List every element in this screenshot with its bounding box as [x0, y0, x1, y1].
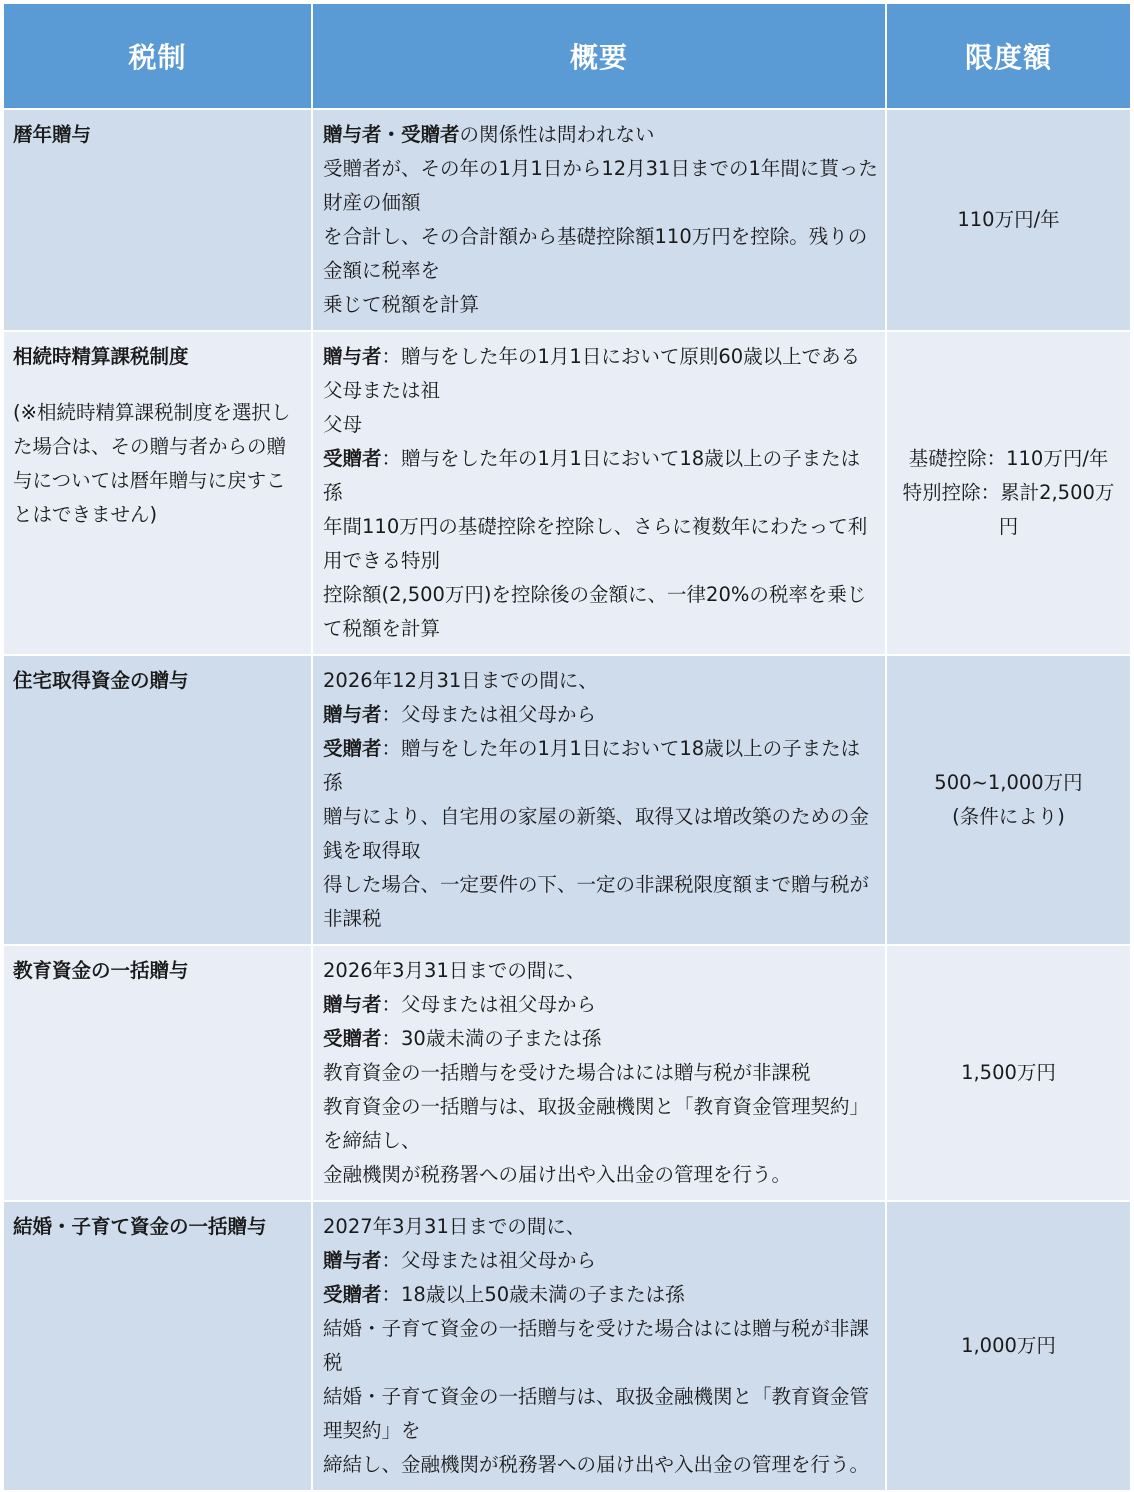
- row-overview: [313, 332, 885, 654]
- desc-line: 2027年3月31日までの間に、: [323, 1215, 586, 1238]
- desc-text: ：父母または祖父母から: [381, 993, 597, 1016]
- limit-line: 基礎控除：110万円/年: [908, 447, 1109, 470]
- row-name: [4, 332, 311, 654]
- desc-text: ：18歳以上50歳未満の子または孫: [381, 1283, 685, 1306]
- row-overview: [313, 1202, 885, 1490]
- desc-text: の関係性は問われない: [459, 123, 655, 146]
- row-name: 教育資金の一括贈与: [4, 946, 311, 1200]
- desc-line: [323, 1278, 879, 1312]
- desc-line: 締結し、金融機関が税務署への届け出や入出金の管理を行う。: [323, 1453, 870, 1476]
- limit-line: 1,500万円: [961, 1061, 1056, 1084]
- desc-line: [323, 698, 879, 732]
- desc-bold-label: 贈与者: [323, 993, 382, 1016]
- desc-text: ：贈与をした年の1月1日において18歳以上の子または孫: [323, 447, 861, 504]
- desc-line: [323, 988, 879, 1022]
- header-limit: 限度額: [887, 4, 1130, 108]
- row-limit: [887, 110, 1130, 330]
- table-row: [4, 656, 1130, 944]
- desc-line: 贈与により、自宅用の家屋の新築、取得又は増改築のための金銭を取得取: [323, 805, 870, 862]
- row-name-text: 相続時精算課税制度: [13, 345, 189, 368]
- row-overview: [313, 946, 885, 1200]
- header-overview: 概要: [313, 4, 885, 108]
- desc-line: 2026年3月31日までの間に、: [323, 959, 586, 982]
- desc-line: 教育資金の一括贈与は、取扱金融機関と「教育資金管理契約」を締結し、: [323, 1095, 870, 1152]
- header-row: [4, 4, 1130, 108]
- desc-bold-label: 贈与者: [323, 703, 382, 726]
- row-overview: [313, 110, 885, 330]
- limit-line: 特別控除：累計2,500万円: [902, 481, 1115, 538]
- desc-text: ：贈与をした年の1月1日において18歳以上の子または孫: [323, 737, 861, 794]
- desc-line: を合計し、その合計額から基礎控除額110万円を控除。残りの金額に税率を: [323, 225, 868, 282]
- desc-line: 乗じて税額を計算: [323, 293, 480, 316]
- row-name: 結婚・子育て資金の一括贈与: [4, 1202, 311, 1490]
- row-limit: [887, 946, 1130, 1200]
- limit-line: 1,000万円: [961, 1334, 1056, 1357]
- desc-bold-label: 贈与者・受贈者: [323, 123, 460, 146]
- desc-line: 金融機関が税務署への届け出や入出金の管理を行う。: [323, 1163, 792, 1186]
- limit-line: 500~1,000万円: [934, 771, 1083, 794]
- desc-line: [323, 1022, 879, 1056]
- desc-line: [323, 732, 879, 800]
- desc-line: 年間110万円の基礎控除を控除し、さらに複数年にわたって利用できる特別: [323, 515, 868, 572]
- desc-line: 教育資金の一括贈与を受けた場合はには贈与税が非課税: [323, 1061, 811, 1084]
- row-limit: [887, 332, 1130, 654]
- table-row: [4, 110, 1130, 330]
- header-tax-system: 税制: [4, 4, 311, 108]
- desc-line: 結婚・子育て資金の一括贈与を受けた場合はには贈与税が非課税: [323, 1317, 870, 1374]
- table-row: [4, 946, 1130, 1200]
- desc-bold-label: 受贈者: [323, 1027, 382, 1050]
- desc-text: ：父母または祖父母から: [381, 1249, 597, 1272]
- tax-system-table: [2, 2, 1132, 1492]
- desc-line: 結婚・子育て資金の一括贈与は、取扱金融機関と「教育資金管理契約」を: [323, 1385, 870, 1442]
- table-row: [4, 332, 1130, 654]
- desc-text: ：父母または祖父母から: [381, 703, 597, 726]
- row-name: 住宅取得資金の贈与: [4, 656, 311, 944]
- desc-bold-label: 贈与者: [323, 345, 382, 368]
- desc-line: [323, 340, 879, 408]
- desc-line: [323, 118, 879, 152]
- row-limit: [887, 656, 1130, 944]
- row-name-note: (※相続時精算課税制度を選択した場合は、その贈与者からの贈与については暦年贈与に戻すことはできません): [13, 401, 291, 526]
- desc-line: 受贈者が、その年の1月1日から12月31日までの1年間に貰った財産の価額: [323, 157, 878, 214]
- desc-bold-label: 受贈者: [323, 447, 382, 470]
- desc-line: 2026年12月31日までの間に、: [323, 669, 598, 692]
- desc-bold-label: 受贈者: [323, 1283, 382, 1306]
- row-name: 暦年贈与: [4, 110, 311, 330]
- table-row: [4, 1202, 1130, 1490]
- row-limit: [887, 1202, 1130, 1490]
- desc-line: [323, 442, 879, 510]
- desc-line: 控除額(2,500万円)を控除後の金額に、一律20%の税率を乗じて税額を計算: [323, 583, 867, 640]
- desc-text: ：30歳未満の子または孫: [381, 1027, 602, 1050]
- limit-line: (条件により): [952, 805, 1065, 828]
- desc-line: [323, 1244, 879, 1278]
- desc-bold-label: 受贈者: [323, 737, 382, 760]
- desc-line: 父母: [323, 413, 363, 436]
- desc-text: ：贈与をした年の1月1日において原則60歳以上である父母または祖: [323, 345, 861, 402]
- limit-line: 110万円/年: [957, 208, 1060, 231]
- row-overview: [313, 656, 885, 944]
- desc-bold-label: 贈与者: [323, 1249, 382, 1272]
- desc-line: 得した場合、一定要件の下、一定の非課税限度額まで贈与税が非課税: [323, 873, 870, 930]
